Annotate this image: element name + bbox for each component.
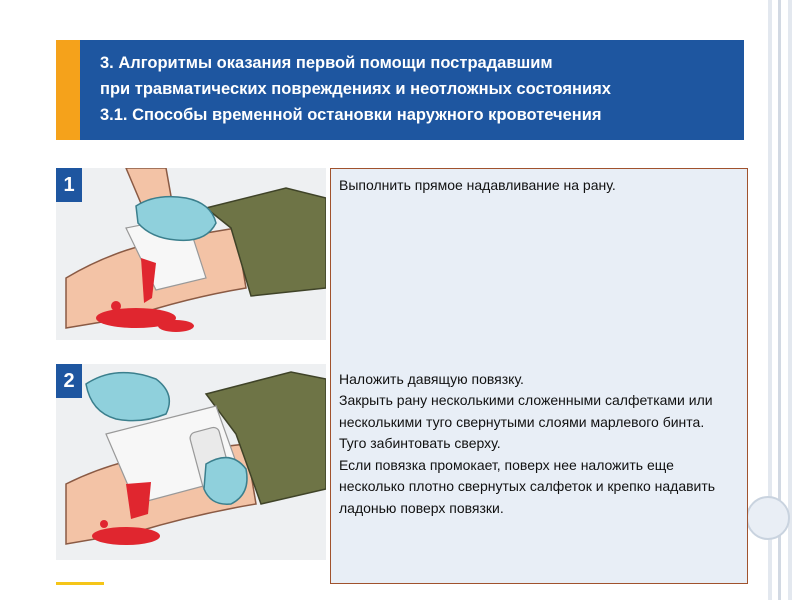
header-line-2: при травматических повреждениях и неотложных состояниях <box>100 80 611 98</box>
header-title <box>100 50 730 128</box>
step-2-instruction-line-3: Туго забинтовать сверху. <box>339 435 501 451</box>
step-2-instruction-line-1: Наложить давящую повязку. <box>339 370 524 387</box>
header-line-1: 3. Алгоритмы оказания первой помощи пострадавшим <box>100 54 553 72</box>
step-2-instruction-line-2: Закрыть рану несколькими сложенными салфетками или несколькими туго свернутыми слоями марлевого бинта. <box>339 392 713 430</box>
textbox-spacer <box>339 197 739 369</box>
step-2-instruction-line-4: Если повязка промокает, поверх нее наложить еще несколько плотно свернутых салфеток и крепко надавить ладонью поверх повязки. <box>339 456 716 516</box>
illustration-step-1 <box>56 168 326 340</box>
header-accent-bar <box>56 40 80 140</box>
header-line-3: 3.1. Способы временной остановки наружного кровотечения <box>100 106 602 124</box>
step-number-1: 1 <box>56 168 82 202</box>
illustration-step-2 <box>56 364 326 560</box>
footer-accent-line <box>56 582 104 585</box>
pressure-bandage-illustration <box>56 364 326 560</box>
edge-circle-decoration <box>746 496 790 540</box>
instructions-textbox <box>330 168 748 584</box>
step-number-2: 2 <box>56 364 82 398</box>
step-1-instruction: Выполнить прямое надавливание на рану. <box>339 177 616 193</box>
direct-pressure-illustration <box>56 168 326 340</box>
